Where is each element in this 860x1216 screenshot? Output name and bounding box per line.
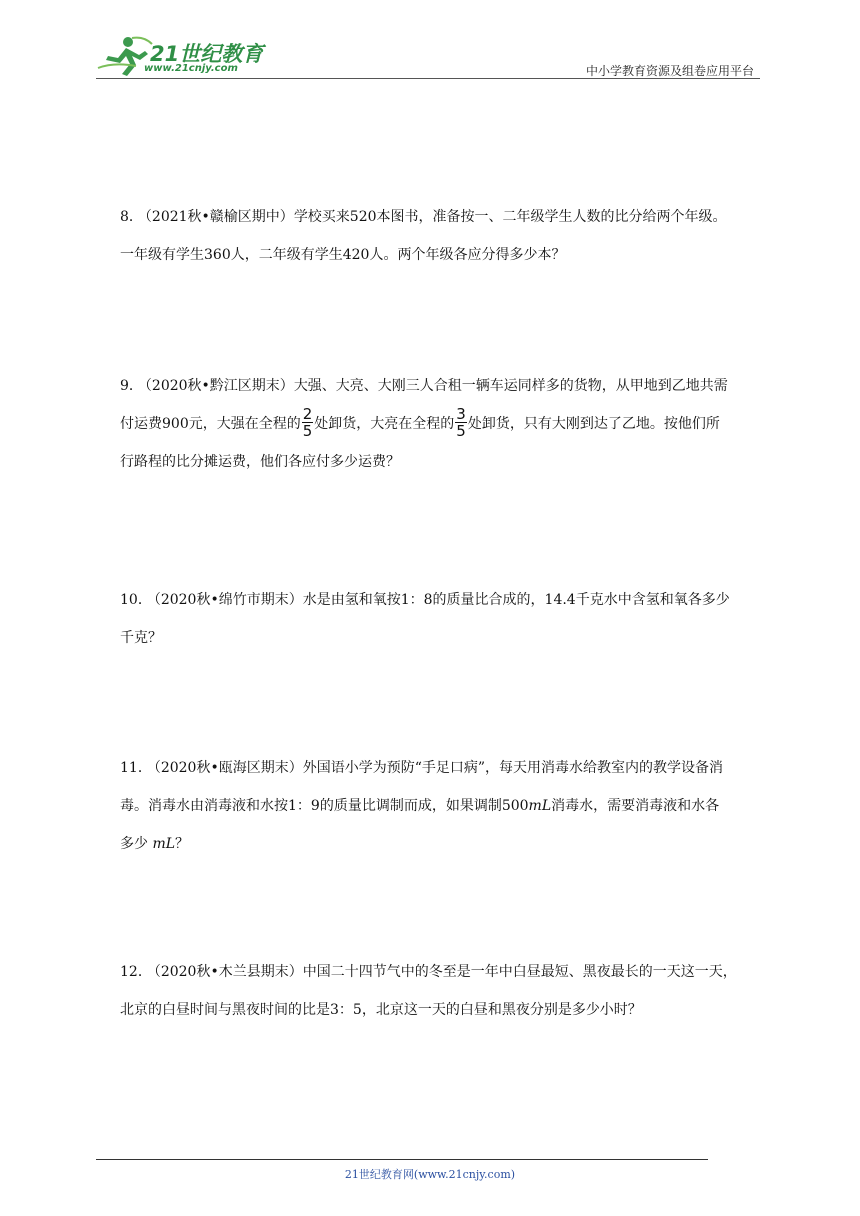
question-line — [120, 237, 770, 273]
question-text: 中国二十四节气中的冬至是一年中白昼最短、黑夜最长的一天这一天， — [302, 964, 737, 980]
fraction-numerator: 3 — [456, 404, 466, 423]
page-header — [96, 34, 760, 80]
question-10 — [120, 582, 770, 656]
logo-title: 21世纪教育 — [150, 42, 264, 66]
question-number: 9． — [120, 378, 143, 394]
question-text: 千克？ — [120, 630, 162, 646]
question-text: ？ — [175, 836, 190, 852]
question-line — [120, 199, 770, 235]
question-text: 处卸货，大亮在全程的 — [314, 416, 455, 432]
fraction-three-fifths — [455, 406, 467, 439]
question-line — [120, 750, 770, 786]
question-number: 12． — [120, 964, 152, 980]
question-12 — [120, 954, 770, 1028]
question-line — [120, 954, 770, 990]
header-divider — [96, 78, 760, 79]
question-line — [120, 368, 770, 404]
question-source: （2020秋•黔江区期末） — [144, 378, 294, 394]
question-source: （2021秋•赣榆区期中） — [144, 209, 294, 225]
question-text: 北京的白昼时间与黑夜时间的比是3：5，北京这一天的白昼和黑夜分别是多少小时？ — [120, 1002, 642, 1018]
question-source: （2020秋•木兰县期末） — [153, 964, 303, 980]
question-line — [120, 992, 770, 1028]
question-11 — [120, 750, 770, 862]
question-number: 10． — [120, 592, 152, 608]
question-text: 付运费900元，大强在全程的 — [120, 416, 301, 432]
question-line — [120, 826, 770, 862]
question-8 — [120, 199, 770, 273]
question-line — [120, 406, 770, 442]
question-text: 水是由氢和氧按1：8的质量比合成的，14.4千克水中含氢和氧各多少 — [302, 592, 730, 608]
question-9 — [120, 368, 770, 480]
question-source: （2020秋•绵竹市期末） — [153, 592, 303, 608]
question-text: 一年级有学生360人，二年级有学生420人。两个年级各应分得多少本？ — [120, 247, 566, 263]
question-line — [120, 788, 770, 824]
logo — [96, 34, 266, 78]
fraction-two-fifths — [302, 406, 314, 439]
footer-link[interactable]: 21世纪教育网(www.21cnjy.com) — [344, 1168, 516, 1181]
unit-ml: mL — [528, 798, 552, 814]
question-line — [120, 444, 770, 480]
platform-label: 中小学教育资源及组卷应用平台 — [585, 64, 754, 78]
question-text: 行路程的比分摊运费，他们各应付多少运费？ — [120, 454, 400, 470]
question-number: 8． — [120, 209, 143, 225]
question-text: 学校买来520本图书，准备按一、二年级学生人数的比分给两个年级。 — [293, 209, 727, 225]
footer-divider — [96, 1159, 708, 1160]
logo-url: www.21cnjy.com — [144, 63, 238, 74]
unit-ml: mL — [152, 836, 176, 852]
fraction-denominator: 5 — [302, 421, 313, 440]
question-line — [120, 582, 770, 618]
question-text: 消毒水，需要消毒液和水各 — [551, 798, 720, 814]
question-number: 11． — [120, 760, 152, 776]
question-text: 多少 — [120, 836, 148, 852]
question-text: 毒。消毒水由消毒液和水按1：9的质量比调制而成，如果调制500 — [120, 798, 529, 814]
question-text: 外国语小学为预防“手足口病”，每天用消毒水给教室内的教学设备消 — [302, 760, 724, 776]
fraction-numerator: 2 — [302, 404, 313, 423]
fraction-denominator: 5 — [456, 421, 466, 440]
question-text: 大强、大亮、大刚三人合租一辆车运同样多的货物，从甲地到乙地共需 — [293, 378, 728, 394]
question-line — [120, 620, 770, 656]
question-source: （2020秋•瓯海区期末） — [153, 760, 303, 776]
question-text: 处卸货，只有大刚到达了乙地。按他们所 — [467, 416, 720, 432]
